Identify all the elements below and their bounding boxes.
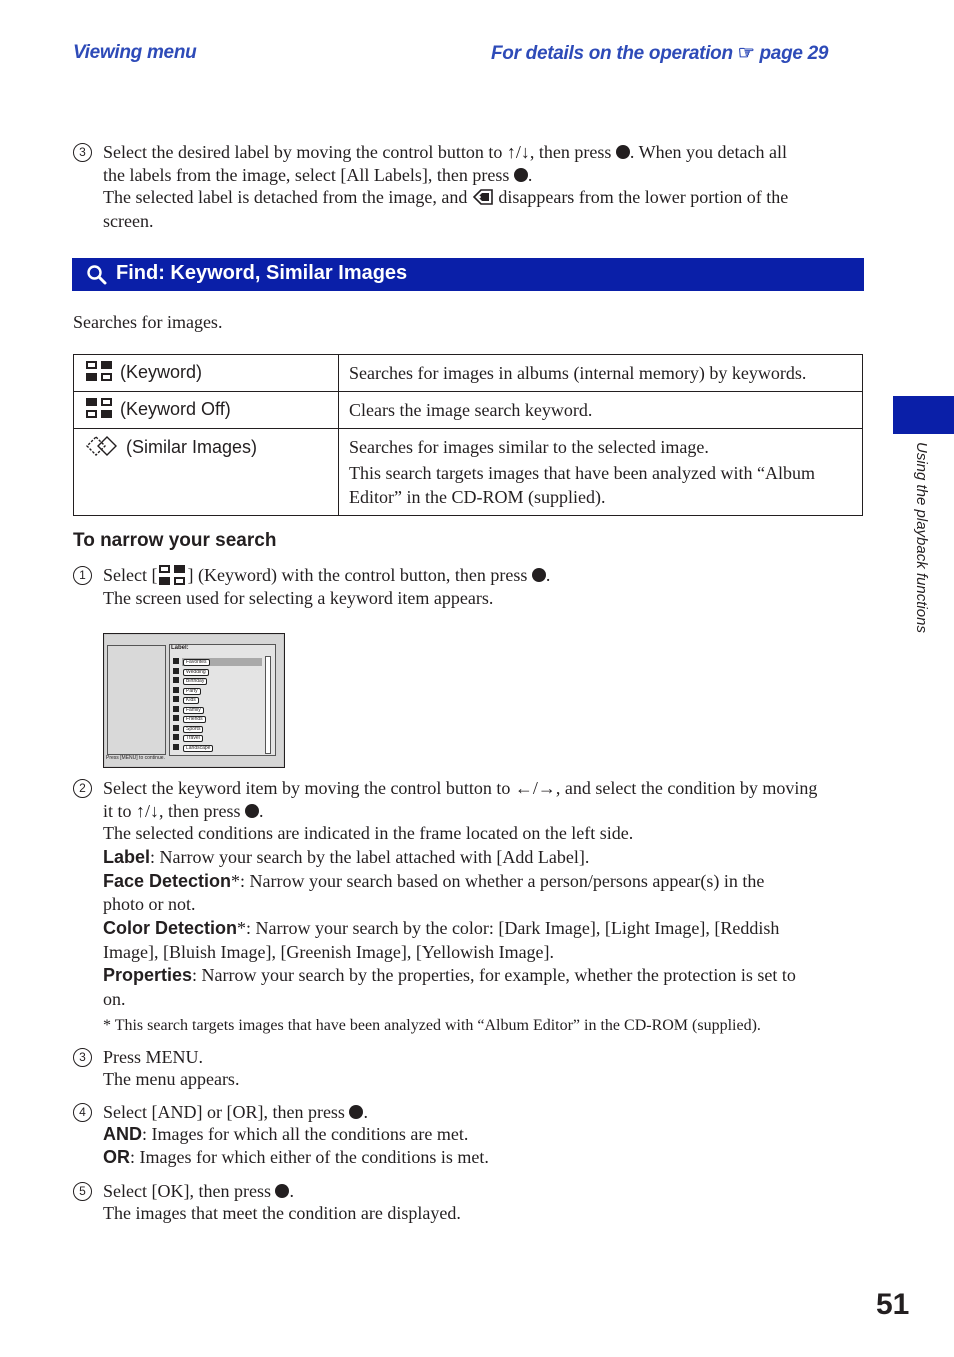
list-item: Wedding: [173, 668, 209, 676]
similar-images-icon: [86, 435, 118, 457]
step-number: 3: [73, 143, 92, 162]
condition-face-cont: photo or not.: [103, 894, 196, 914]
option-label: (Keyword Off): [120, 399, 231, 419]
intro-line-3: [103, 186, 788, 208]
footnote: * This search targets images that have been analyzed with “Album Editor” in the CD-ROM (supplied).: [103, 1017, 761, 1034]
intro-text: the labels from the image, select [All Labels], then press: [103, 165, 510, 185]
step-text: .: [363, 1102, 368, 1122]
option-keyword: [74, 355, 339, 392]
condition-properties-cont: on.: [103, 989, 126, 1009]
section-description: Searches for images.: [73, 312, 223, 332]
description-line: Clears the image search keyword.: [349, 400, 593, 420]
step-text: Select [OK], then press: [103, 1181, 271, 1201]
list-item: Family: [173, 706, 204, 714]
chapter-side-text: Using the playback functions: [913, 442, 930, 633]
condition-label: [103, 846, 589, 868]
section-header-right: [491, 42, 828, 65]
list-item: Friends: [173, 715, 206, 723]
step2-line-3: The selected conditions are indicated in the frame located on the left side.: [103, 823, 634, 843]
term-text: : Narrow your search by the label attached with [Add Label].: [150, 847, 590, 867]
condition-color: [103, 917, 779, 939]
center-button-icon: [245, 804, 259, 818]
step-number: 4: [73, 1103, 92, 1122]
page-number: 51: [876, 1288, 910, 1321]
intro-text: Select the desired label by moving the control button to ↑/↓, then press: [103, 142, 612, 162]
step-text: .: [545, 565, 551, 585]
step5-line-1: [103, 1180, 294, 1202]
header-details-text: For details on the operation: [491, 43, 733, 64]
list-item: Favorites: [173, 658, 210, 666]
option-similar-images: [74, 429, 339, 516]
intro-text: The selected label is detached from the image, and: [103, 187, 468, 207]
option-description: [339, 429, 863, 516]
description-line: Editor” in the CD-ROM (supplied).: [349, 487, 606, 507]
center-button-icon: [349, 1105, 363, 1119]
step-text: Select [: [103, 565, 158, 585]
term-text: : Images for which either of the conditions is met.: [130, 1147, 489, 1167]
section-title-bar: [72, 258, 864, 291]
description-line: Searches for images similar to the selected image.: [349, 437, 709, 457]
list-item: Kids: [173, 696, 199, 704]
step5-line-2: The images that meet the condition are displayed.: [103, 1203, 461, 1223]
step-number: 3: [73, 1048, 92, 1067]
intro-text: . When you detach all: [629, 142, 788, 162]
list-item: Sports: [173, 725, 203, 733]
list-item: Travel: [173, 734, 203, 742]
step-text: Select [AND] or [OR], then press: [103, 1102, 345, 1122]
description-line: This search targets images that have been analyzed with “Album: [349, 463, 816, 483]
label-tag-icon: [472, 188, 494, 206]
section-title: Find: Keyword, Similar Images: [116, 262, 408, 284]
list-item: Party: [173, 687, 201, 695]
step-text: .: [289, 1181, 294, 1201]
keyword-icon: [159, 565, 185, 585]
center-button-icon: [275, 1184, 289, 1198]
screen-label-title: Label:: [171, 645, 189, 651]
option-label: (Similar Images): [126, 437, 258, 457]
condition-face: [103, 870, 764, 892]
center-button-icon: [616, 145, 630, 159]
option-keyword-off: [74, 392, 339, 429]
list-item: Landscape: [173, 744, 213, 752]
search-icon: [85, 263, 109, 287]
term-text: *: Narrow your search based on whether a person/persons appear(s) in the: [231, 871, 765, 891]
intro-line-2: [103, 164, 532, 186]
condition-color-cont: Image], [Bluish Image], [Greenish Image], [Yellowish Image].: [103, 942, 555, 962]
step1-line-2: The screen used for selecting a keyword item appears.: [103, 588, 494, 608]
section-header-left: Viewing menu: [73, 42, 197, 63]
and-definition: [103, 1123, 468, 1145]
pointing-hand-icon: ☞: [737, 43, 755, 64]
center-button-icon: [532, 568, 546, 582]
option-label: (Keyword): [120, 362, 203, 382]
condition-properties: [103, 964, 796, 986]
condition-frame: [107, 645, 166, 755]
screen-scrollbar: [265, 656, 271, 754]
step3-line-2: The menu appears.: [103, 1069, 240, 1089]
term: Face Detection: [103, 871, 232, 891]
screen-footer: Press [MENU] to continue.: [106, 755, 165, 761]
table-row: [74, 355, 863, 392]
chapter-side-label: [912, 442, 932, 682]
step-text: .: [259, 801, 264, 821]
intro-text: .: [527, 165, 533, 185]
option-description: [339, 392, 863, 429]
camera-screen-illustration: [103, 633, 285, 768]
table-row: [74, 429, 863, 516]
center-button-icon: [514, 168, 528, 182]
step1-line-1: [103, 564, 550, 586]
intro-line-4: screen.: [103, 211, 154, 231]
intro-line-1: [103, 141, 787, 163]
term: Color Detection: [103, 918, 238, 938]
table-row: [74, 392, 863, 429]
keyword-off-icon: [86, 398, 112, 418]
step3-line-1: Press MENU.: [103, 1047, 204, 1067]
option-description: [339, 355, 863, 392]
term-text: *: Narrow your search by the color: [Dark Image], [Light Image], [Reddish: [237, 918, 780, 938]
term-text: : Images for which all the conditions are met.: [142, 1124, 469, 1144]
header-page-ref: page 29: [759, 43, 829, 64]
intro-text: disappears from the lower portion of the: [498, 187, 789, 207]
or-definition: [103, 1146, 489, 1168]
step2-line-1: Select the keyword item by moving the control button to ←/→, and select the condition by moving: [103, 778, 818, 798]
term: Label: [103, 847, 151, 867]
chapter-side-tab: [893, 396, 954, 434]
term: AND: [103, 1124, 142, 1144]
term: OR: [103, 1147, 130, 1167]
step-number: 1: [73, 566, 92, 585]
step-text: it to ↑/↓, then press: [103, 801, 241, 821]
term: Properties: [103, 965, 193, 985]
options-table: [73, 354, 863, 516]
list-item: Birthday: [173, 677, 207, 685]
subsection-heading: To narrow your search: [73, 530, 277, 551]
step4-line-1: [103, 1101, 368, 1123]
term-text: : Narrow your search by the properties, for example, whether the protection is set to: [192, 965, 796, 985]
step2-line-2: [103, 800, 264, 822]
step-number: 2: [73, 779, 92, 798]
keyword-icon: [86, 361, 112, 381]
step-number: 5: [73, 1182, 92, 1201]
step-text: ] (Keyword) with the control button, then press: [187, 565, 528, 585]
description-line: Searches for images in albums (internal memory) by keywords.: [349, 363, 807, 383]
